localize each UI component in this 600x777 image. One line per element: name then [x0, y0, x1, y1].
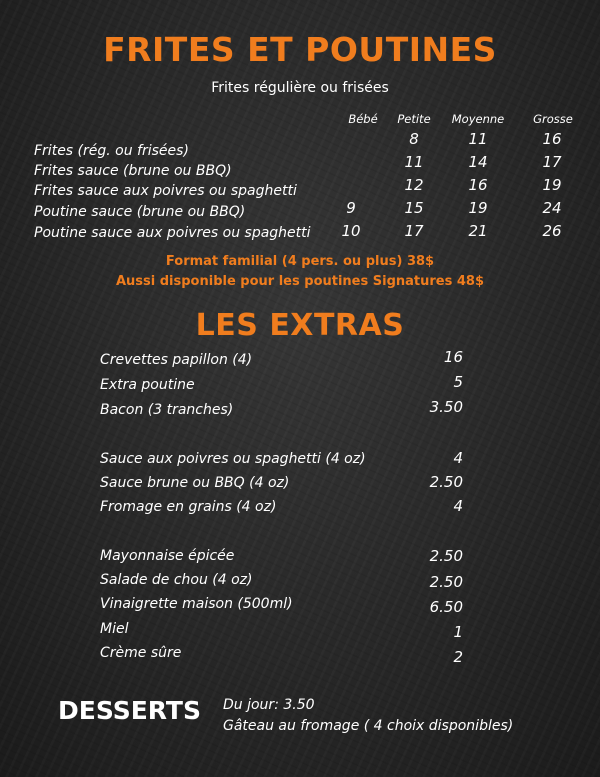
price-cell: 9 [346, 199, 356, 217]
price-cell: 11 [468, 130, 488, 148]
extras-item-price: 2 [453, 648, 463, 666]
size-header-bebe: Bébé [348, 112, 378, 126]
extras-item-price: 2.50 [429, 473, 463, 491]
extras-item-price: 6.50 [429, 598, 463, 616]
extras-item-name: Salade de chou (4 oz) [100, 572, 253, 588]
price-cell: 17 [404, 222, 424, 240]
price-cell: 12 [404, 176, 424, 194]
extras-item-price: 16 [443, 348, 463, 366]
price-cell: 26 [542, 222, 562, 240]
price-cell: 16 [468, 176, 488, 194]
frites-item-name: Frites sauce aux poivres ou spaghetti [34, 183, 297, 199]
family-format-note: Format familial (4 pers. ou plus) 38$ [165, 254, 435, 269]
price-cell: 19 [468, 199, 488, 217]
price-cell: 19 [542, 176, 562, 194]
size-header-grosse: Grosse [533, 112, 573, 126]
price-cell: 21 [468, 222, 488, 240]
extras-item-price: 5 [453, 373, 463, 391]
extras-item-name: Fromage en grains (4 oz) [100, 499, 277, 515]
frites-item-name: Poutine sauce aux poivres ou spaghetti [34, 225, 311, 241]
extras-item-price: 3.50 [429, 398, 463, 416]
extras-item-name: Extra poutine [100, 377, 195, 393]
extras-item-name: Sauce aux poivres ou spaghetti (4 oz) [100, 451, 366, 467]
price-cell: 10 [341, 222, 361, 240]
frites-item-name: Frites sauce (brune ou BBQ) [34, 163, 232, 179]
price-cell: 16 [542, 130, 562, 148]
price-cell: 14 [468, 153, 488, 171]
extras-item-name: Crevettes papillon (4) [100, 352, 253, 368]
desserts-gateau: Gâteau au fromage ( 4 choix disponibles) [223, 718, 514, 734]
frites-subtitle: Frites régulière ou frisées [211, 80, 389, 96]
signatures-note: Aussi disponible pour les poutines Signatures 48$ [115, 274, 485, 289]
desserts-du-jour: Du jour: 3.50 [223, 697, 315, 713]
extras-item-name: Bacon (3 tranches) [100, 402, 234, 418]
extras-title: LES EXTRAS [195, 308, 405, 343]
extras-item-name: Miel [100, 621, 129, 637]
price-cell: 24 [542, 199, 562, 217]
price-cell: 11 [404, 153, 424, 171]
price-cell: 8 [409, 130, 419, 148]
extras-item-price: 2.50 [429, 573, 463, 591]
extras-item-price: 1 [453, 623, 463, 641]
extras-item-price: 2.50 [429, 547, 463, 565]
size-header-petite: Petite [397, 112, 431, 126]
frites-item-name: Poutine sauce (brune ou BBQ) [34, 204, 246, 220]
price-cell: 17 [542, 153, 562, 171]
extras-item-name: Mayonnaise épicée [100, 548, 235, 564]
extras-item-name: Sauce brune ou BBQ (4 oz) [100, 475, 290, 491]
extras-item-name: Vinaigrette maison (500ml) [100, 596, 293, 612]
extras-item-price: 4 [453, 497, 463, 515]
extras-item-price: 4 [453, 449, 463, 467]
frites-item-name: Frites (rég. ou frisées) [34, 143, 189, 159]
price-cell: 15 [404, 199, 424, 217]
size-header-moyenne: Moyenne [451, 112, 505, 126]
desserts-title: DESSERTS [58, 696, 201, 725]
extras-item-name: Crème sûre [100, 645, 182, 661]
frites-title: FRITES ET POUTINES [103, 30, 497, 69]
